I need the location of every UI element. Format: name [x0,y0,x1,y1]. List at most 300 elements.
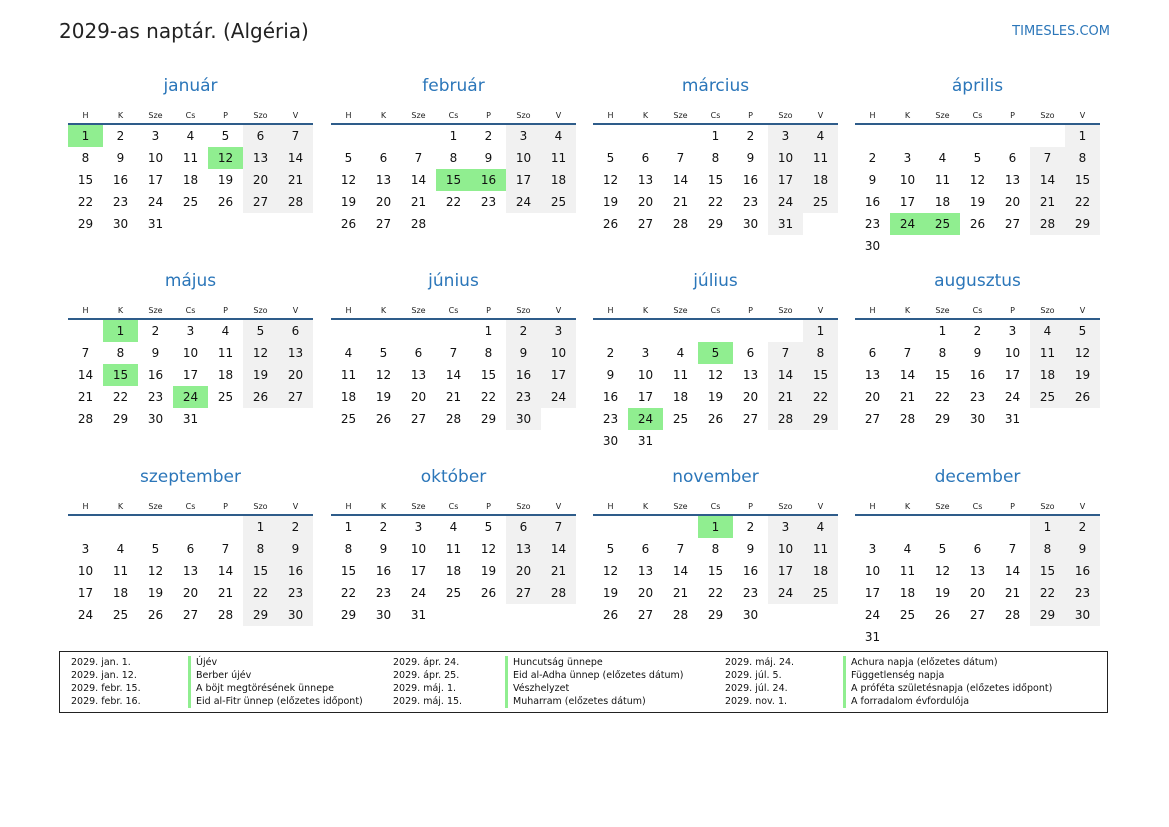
month-4 [855,73,1100,257]
day-cell: 7 [414,151,423,165]
day-cell: 2 [506,320,541,342]
day-cell: 17 [77,586,94,600]
day-cell: 10 [768,147,803,169]
day-cell: 15 [77,173,94,187]
day-cell: 23 [602,412,619,426]
holiday-name: A böjt megtörésének ünnepe [188,682,334,695]
day-cell: 4 [221,324,230,338]
holiday-legend [59,651,1108,713]
day-cell: 23 [112,195,129,209]
day-cell: 7 [81,346,90,360]
day-cell: 9 [484,151,493,165]
month-1 [68,73,313,235]
page-title: 2029-as naptár. (Algéria) [59,19,309,43]
day-cell: 20 [637,586,654,600]
day-cell: 25 [672,412,689,426]
holiday-date: 2029. febr. 16. [71,696,141,707]
day-cell: 28 [410,217,427,231]
day-cell: 7 [1008,542,1017,556]
day-cell: 26 [602,608,619,622]
day-cell: 20 [278,364,313,386]
day-grid [593,320,838,452]
day-cell: 3 [768,516,803,538]
day-cell: 2 [278,516,313,538]
weekday-label: P [1010,305,1015,315]
day-cell: 31 [1004,412,1021,426]
day-cell: 1 [803,320,838,342]
day-cell: 10 [541,342,576,364]
empty-cell [593,125,628,147]
weekday-label: Sze [673,501,688,511]
day-cell: 23 [480,195,497,209]
day-cell: 27 [375,217,392,231]
day-cell: 8 [711,542,720,556]
day-cell: 14 [217,564,234,578]
site-logo-link[interactable]: TIMESLES.COM [1012,24,1110,39]
weekday-label: K [380,110,387,120]
empty-cell [628,516,663,538]
day-cell: 9 [379,542,388,556]
day-cell: 15 [1065,169,1100,191]
holiday-day-cell: 15 [103,364,138,386]
day-cell: 16 [742,173,759,187]
weekday-label: V [1079,305,1086,315]
day-cell: 18 [217,368,234,382]
weekday-header [855,498,1100,516]
day-grid [855,320,1100,430]
day-cell: 5 [243,320,278,342]
empty-cell [995,516,1030,538]
weekday-label: Cs [972,501,983,511]
day-cell: 26 [707,412,724,426]
day-cell: 14 [77,368,94,382]
day-cell: 26 [934,608,951,622]
day-cell: 6 [1008,151,1017,165]
day-cell: 3 [641,346,650,360]
day-grid [68,516,313,626]
holiday-date: 2029. máj. 1. [393,683,457,694]
day-cell: 18 [182,173,199,187]
weekday-label: Szo [1040,110,1055,120]
weekday-label: Szo [253,501,268,511]
day-cell: 15 [1030,560,1065,582]
day-cell: 1 [1030,516,1065,538]
day-cell: 17 [182,368,199,382]
holiday-date: 2029. máj. 24. [725,657,795,668]
day-cell: 18 [340,390,357,404]
day-cell: 23 [506,386,541,408]
day-cell: 24 [541,386,576,408]
day-cell: 2 [116,129,125,143]
day-cell: 24 [768,582,803,604]
day-cell: 18 [541,169,576,191]
day-cell: 9 [1065,538,1100,560]
day-cell: 24 [77,608,94,622]
day-cell: 9 [278,538,313,560]
day-cell: 31 [637,434,654,448]
day-cell: 2 [379,520,388,534]
day-cell: 17 [637,390,654,404]
weekday-header [331,498,576,516]
day-cell: 21 [217,586,234,600]
empty-cell [663,125,698,147]
month-name: szeptember [140,467,241,487]
month-name: október [420,467,487,487]
day-cell: 26 [375,412,392,426]
day-cell: 28 [672,217,689,231]
day-cell: 15 [707,564,724,578]
weekday-label: V [1079,110,1086,120]
day-cell: 19 [707,390,724,404]
month-name: április [951,76,1004,96]
day-cell: 8 [803,342,838,364]
weekday-header [593,302,838,320]
weekday-label: Szo [1040,305,1055,315]
day-cell: 26 [243,386,278,408]
weekday-label: P [748,305,753,315]
day-cell: 6 [278,320,313,342]
weekday-label: P [748,501,753,511]
day-cell: 21 [410,195,427,209]
holiday-day-cell: 24 [173,386,208,408]
day-cell: 10 [506,147,541,169]
day-cell: 3 [768,125,803,147]
day-cell: 29 [707,217,724,231]
day-grid [331,516,576,626]
day-cell: 16 [278,560,313,582]
holiday-name: Berber újév [188,669,251,682]
day-cell: 2 [606,346,615,360]
empty-cell [663,516,698,538]
holiday-name: Eid al-Fitr ünnep (előzetes időpont) [188,695,363,708]
day-cell: 4 [676,346,685,360]
day-cell: 3 [506,125,541,147]
day-cell: 21 [672,195,689,209]
day-cell: 21 [1004,586,1021,600]
weekday-label: Cs [448,305,459,315]
day-cell: 14 [672,564,689,578]
month-3 [593,73,838,235]
day-cell: 23 [742,586,759,600]
month-5 [68,268,313,430]
day-cell: 17 [768,169,803,191]
empty-cell [698,320,733,342]
holiday-date: 2029. jan. 12. [71,670,137,681]
day-cell: 20 [375,195,392,209]
empty-cell [103,516,138,538]
day-cell: 8 [243,538,278,560]
empty-cell [401,320,436,342]
empty-cell [925,516,960,538]
month-11 [593,464,838,626]
day-cell: 15 [934,368,951,382]
weekday-label: Sze [935,110,950,120]
day-cell: 27 [243,191,278,213]
day-cell: 20 [243,169,278,191]
day-cell: 20 [864,390,881,404]
empty-cell [855,516,890,538]
weekday-label: H [869,501,876,511]
day-cell: 25 [899,608,916,622]
day-grid [331,125,576,235]
day-cell: 30 [112,217,129,231]
holiday-day-cell: 1 [103,320,138,342]
weekday-label: H [607,110,614,120]
day-cell: 31 [864,630,881,644]
weekday-label: K [904,305,911,315]
empty-cell [401,125,436,147]
weekday-header [855,107,1100,125]
empty-cell [960,516,995,538]
empty-cell [208,516,243,538]
day-cell: 25 [803,191,838,213]
day-cell: 17 [506,169,541,191]
day-cell: 13 [278,342,313,364]
empty-cell [733,320,768,342]
weekday-label: Szo [778,305,793,315]
day-cell: 11 [899,564,916,578]
day-cell: 2 [868,151,877,165]
day-cell: 30 [147,412,164,426]
day-cell: 12 [243,342,278,364]
day-cell: 14 [278,147,313,169]
weekday-label: Cs [448,110,459,120]
weekday-label: Cs [185,305,196,315]
day-cell: 15 [340,564,357,578]
day-cell: 21 [445,390,462,404]
weekday-label: Cs [448,501,459,511]
day-cell: 30 [1065,604,1100,626]
weekday-label: V [817,110,824,120]
day-cell: 6 [641,542,650,556]
day-cell: 5 [221,129,230,143]
day-cell: 25 [1030,386,1065,408]
day-cell: 5 [973,151,982,165]
day-cell: 19 [934,586,951,600]
holiday-day-cell: 1 [68,125,103,147]
month-name: augusztus [934,271,1021,291]
day-cell: 22 [77,195,94,209]
day-cell: 28 [541,582,576,604]
day-cell: 14 [1004,564,1021,578]
day-cell: 12 [602,173,619,187]
day-cell: 4 [803,125,838,147]
day-grid [68,320,313,430]
day-cell: 10 [182,346,199,360]
empty-cell [331,320,366,342]
day-cell: 27 [864,412,881,426]
day-grid [855,125,1100,257]
day-cell: 20 [410,390,427,404]
day-cell: 3 [868,542,877,556]
weekday-header [593,107,838,125]
day-cell: 7 [541,516,576,538]
day-cell: 8 [711,151,720,165]
day-cell: 17 [1004,368,1021,382]
day-cell: 27 [969,608,986,622]
day-cell: 14 [1030,169,1065,191]
day-cell: 11 [934,173,951,187]
day-cell: 17 [864,586,881,600]
weekday-label: H [869,110,876,120]
day-cell: 29 [340,608,357,622]
holiday-day-cell: 25 [925,213,960,235]
day-cell: 17 [147,173,164,187]
day-cell: 8 [81,151,90,165]
day-cell: 13 [243,147,278,169]
month-10 [331,464,576,626]
day-cell: 18 [899,586,916,600]
day-cell: 15 [480,368,497,382]
weekday-label: K [904,110,911,120]
day-cell: 21 [899,390,916,404]
holiday-name: Huncutság ünnepe [505,656,603,669]
day-cell: 11 [803,538,838,560]
weekday-label: Cs [972,110,983,120]
empty-cell [68,320,103,342]
weekday-header [68,107,313,125]
weekday-label: V [292,110,299,120]
day-cell: 19 [217,173,234,187]
day-cell: 26 [1065,386,1100,408]
day-cell: 21 [768,386,803,408]
empty-cell [628,125,663,147]
month-9 [68,464,313,626]
day-cell: 6 [414,346,423,360]
day-cell: 28 [768,408,803,430]
weekday-label: K [904,501,911,511]
day-cell: 10 [899,173,916,187]
day-cell: 21 [278,169,313,191]
day-cell: 3 [1008,324,1017,338]
weekday-label: H [345,110,352,120]
day-cell: 10 [768,538,803,560]
day-cell: 16 [147,368,164,382]
day-cell: 29 [112,412,129,426]
day-cell: 14 [410,173,427,187]
day-cell: 12 [602,564,619,578]
weekday-label: Szo [516,501,531,511]
day-cell: 29 [1065,213,1100,235]
day-cell: 2 [1065,516,1100,538]
day-cell: 17 [899,195,916,209]
weekday-label: Cs [185,110,196,120]
day-cell: 7 [221,542,230,556]
weekday-header [68,498,313,516]
holiday-day-cell: 24 [628,408,663,430]
weekday-label: Sze [673,305,688,315]
weekday-header [331,302,576,320]
day-cell: 30 [864,239,881,253]
day-grid [593,125,838,235]
day-cell: 25 [445,586,462,600]
holiday-day-cell: 24 [890,213,925,235]
day-cell: 24 [410,586,427,600]
day-cell: 7 [449,346,458,360]
day-cell: 1 [243,516,278,538]
day-cell: 13 [410,368,427,382]
empty-cell [593,516,628,538]
holiday-day-cell: 1 [698,516,733,538]
weekday-label: P [223,110,228,120]
day-cell: 26 [340,217,357,231]
day-cell: 1 [484,324,493,338]
day-cell: 24 [864,608,881,622]
day-cell: 15 [243,560,278,582]
holiday-day-cell: 12 [208,147,243,169]
weekday-label: Szo [1040,501,1055,511]
day-cell: 21 [77,390,94,404]
day-cell: 9 [151,346,160,360]
weekday-label: Szo [778,110,793,120]
day-cell: 8 [938,346,947,360]
empty-cell [628,320,663,342]
holiday-day-cell: 15 [436,169,471,191]
day-cell: 14 [899,368,916,382]
day-cell: 28 [445,412,462,426]
day-cell: 12 [480,542,497,556]
day-cell: 27 [637,608,654,622]
day-cell: 7 [1030,147,1065,169]
day-cell: 18 [672,390,689,404]
weekday-label: Cs [972,305,983,315]
day-cell: 4 [938,151,947,165]
weekday-label: P [748,110,753,120]
day-cell: 13 [637,173,654,187]
weekday-label: Sze [673,110,688,120]
day-cell: 20 [1004,195,1021,209]
day-cell: 22 [707,195,724,209]
day-cell: 11 [112,564,129,578]
day-cell: 3 [186,324,195,338]
weekday-label: Szo [253,110,268,120]
day-cell: 9 [506,342,541,364]
month-name: július [693,271,738,291]
weekday-label: P [1010,501,1015,511]
day-cell: 18 [112,586,129,600]
day-cell: 22 [1065,191,1100,213]
day-cell: 18 [445,564,462,578]
day-cell: 30 [969,412,986,426]
day-cell: 2 [746,129,755,143]
empty-cell [663,320,698,342]
day-grid [593,516,838,626]
day-cell: 2 [973,324,982,338]
day-cell: 21 [541,560,576,582]
day-cell: 18 [803,169,838,191]
month-12 [855,464,1100,648]
day-cell: 29 [707,608,724,622]
day-cell: 3 [541,320,576,342]
month-6 [331,268,576,430]
day-cell: 12 [969,173,986,187]
day-cell: 12 [707,368,724,382]
day-cell: 28 [77,412,94,426]
day-cell: 23 [969,390,986,404]
empty-cell [366,125,401,147]
day-cell: 16 [864,195,881,209]
day-cell: 27 [278,386,313,408]
weekday-header [855,302,1100,320]
weekday-label: Cs [185,501,196,511]
day-cell: 19 [969,195,986,209]
weekday-label: K [117,305,124,315]
day-cell: 29 [243,604,278,626]
day-cell: 22 [340,586,357,600]
day-cell: 7 [278,125,313,147]
empty-cell [855,320,890,342]
day-cell: 7 [768,342,803,364]
